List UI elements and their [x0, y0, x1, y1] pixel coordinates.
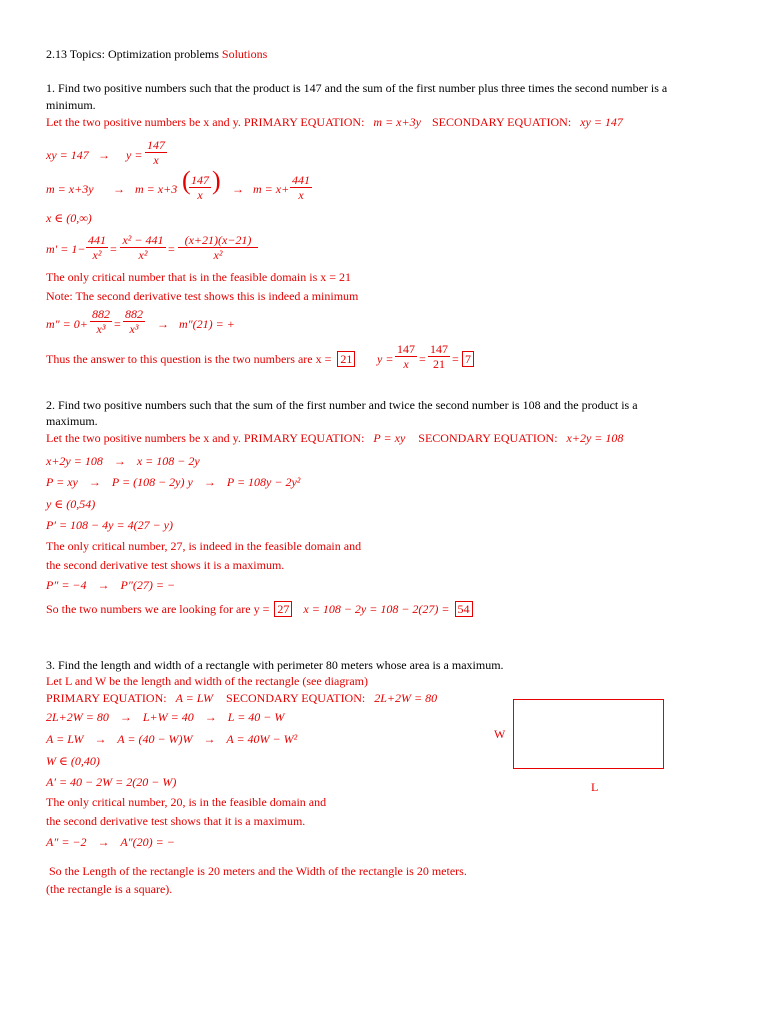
arrow-icon: →	[119, 710, 132, 724]
problem-3-equations: PRIMARY EQUATION: A = LW SECONDARY EQUATION: 2L+2W = 80	[46, 691, 438, 705]
arrow-icon: →	[97, 578, 110, 592]
topic-title: 2.13 Topics: Optimization problems	[46, 47, 219, 61]
arrow-icon: →	[98, 148, 110, 162]
equals-sign: =	[419, 352, 426, 366]
secondary-equation: x+2y = 108	[566, 431, 624, 445]
problem-1-question-line-1: 1. Find two positive numbers such that the product is 147 and the sum of the first number plus three times the second number is a	[46, 81, 668, 95]
p1-note: Note: The second derivative test shows this is indeed a minimum	[46, 289, 359, 303]
primary-equation: A = LW	[175, 691, 213, 705]
p2-step1: x+2y = 108 → x = 108 − 2y	[46, 454, 200, 468]
fraction-882-over-x3: 882 x³	[92, 307, 110, 336]
solutions-label: Solutions	[221, 47, 268, 61]
page-title	[46, 48, 267, 60]
problem-1-setup	[46, 116, 623, 128]
fraction-147-over-x-3: 147 x	[397, 342, 415, 371]
arrow-icon: →	[88, 475, 101, 489]
primary-equation: m = x+3y	[373, 115, 421, 129]
problem-1-question-line-2: minimum.	[46, 98, 96, 112]
p1-step1-eq: xy = 147	[46, 148, 89, 162]
arrow-icon: →	[97, 835, 110, 849]
p3-conclusion-line-2: (the rectangle is a square).	[46, 882, 173, 896]
width-label: W	[494, 727, 506, 741]
p2-critical-line-1: The only critical number, 27, is indeed in the feasible domain and	[46, 539, 362, 553]
rectangle-diagram	[513, 699, 664, 769]
p1-derivative-lead: m′ = 1−	[46, 242, 86, 256]
p3-conclusion-line-1: So the Length of the rectangle is 20 meters and the Width of the rectangle is 20 meters.	[49, 864, 467, 878]
fraction-factored: (x+21)(x−21) x²	[178, 234, 258, 261]
fraction-147-over-x-2: 147 x	[191, 173, 209, 202]
p3-derivative: A′ = 40 − 2W = 2(20 − W)	[46, 775, 177, 789]
equals-sign: =	[110, 242, 117, 256]
equals-sign: =	[168, 242, 175, 256]
answer-box-y: 7	[462, 353, 474, 365]
p3-domain: W ∈ (0,40)	[46, 754, 100, 768]
p2-derivative: P′ = 108 − 4y = 4(27 − y)	[46, 518, 173, 532]
problem-2-question-line-2: maximum.	[46, 414, 98, 428]
p2-domain: y ∈ (0,54)	[46, 497, 96, 511]
secondary-equation: xy = 147	[580, 115, 623, 129]
fraction-882-over-x3-b: 882 x³	[125, 307, 143, 336]
arrow-icon: →	[113, 454, 126, 468]
p1-second-derivative-at-21: m″(21) = +	[179, 317, 235, 331]
problem-2-setup: Let the two positive numbers be x and y. PRIMARY EQUATION: P = xy SECONDARY EQUATION: x+2y = 108	[46, 431, 624, 445]
p1-answer-text: Thus the answer to this question is the two numbers are x = 21	[46, 353, 355, 365]
secondary-label: SECONDARY EQUATION:	[418, 431, 558, 445]
fraction-147-over-x: 147 x	[147, 138, 165, 167]
arrow-icon: →	[157, 317, 169, 331]
arrow-icon: →	[203, 732, 216, 746]
fraction-441-over-x2: 441 x²	[88, 233, 106, 262]
p1-second-derivative: m″ = 0+	[46, 317, 88, 331]
p3-step2: A = LW → A = (40 − W)W → A = 40W − W²	[46, 732, 298, 746]
answer-box-x: 54	[455, 601, 473, 617]
p2-answer: So the two numbers we are looking for are y = 27 x = 108 − 2y = 108 − 2(27) = 54	[46, 603, 473, 615]
problem-2-question-line-1: 2. Find two positive numbers such that the sum of the first number and twice the second number is 108 and the product is a	[46, 398, 638, 412]
fraction-147-over-21: 147 21	[430, 342, 448, 371]
secondary-equation: 2L+2W = 80	[374, 691, 438, 705]
length-label: L	[591, 780, 599, 794]
p3-second-derivative: A″ = −2 → A″(20) = −	[46, 835, 175, 849]
setup-text: Let the two positive numbers be x and y. PRIMARY EQUATION:	[46, 115, 365, 129]
p3-critical-line-2: the second derivative test shows that it is a maximum.	[46, 814, 306, 828]
p1-step2-eq: m = x+3y	[46, 182, 94, 196]
p2-critical-line-2: the second derivative test shows it is a maximum.	[46, 558, 285, 572]
equals-sign: =	[452, 352, 459, 366]
problem-3-question: 3. Find the length and width of a rectangle with perimeter 80 meters whose area is a maximum.	[46, 658, 504, 672]
p2-step2: P = xy → P = (108 − 2y) y → P = 108y − 2y²	[46, 475, 301, 489]
arrow-icon: →	[204, 710, 217, 724]
p1-answer-y: y =	[377, 352, 394, 366]
primary-equation: P = xy	[373, 431, 406, 445]
p2-second-derivative: P″ = −4 → P″(27) = −	[46, 578, 176, 592]
left-paren-icon: (	[182, 166, 191, 195]
answer-box-x: 21	[337, 351, 355, 367]
p3-step1: 2L+2W = 80 → L+W = 40 → L = 40 − W	[46, 710, 285, 724]
right-paren-icon: )	[212, 166, 221, 195]
arrow-icon: →	[94, 732, 107, 746]
p1-step1-y: y =	[126, 148, 143, 162]
p1-step2-result: m = x+	[253, 182, 290, 196]
fraction-x2-minus-441: x² − 441 x²	[120, 234, 166, 261]
arrow-icon: →	[113, 182, 125, 196]
secondary-label: SECONDARY EQUATION:	[431, 115, 572, 129]
answer-box-y: 27	[274, 601, 292, 617]
equals-sign: =	[114, 317, 121, 331]
p1-step2-sub: m = x+3	[135, 182, 178, 196]
p3-critical-line-1: The only critical number, 20, is in the feasible domain and	[46, 795, 327, 809]
problem-3-setup: Let L and W be the length and width of the rectangle (see diagram)	[46, 674, 368, 688]
fraction-441-over-x: 441 x	[292, 173, 310, 202]
arrow-icon: →	[203, 475, 216, 489]
p1-domain: x ∈ (0,∞)	[46, 211, 92, 225]
arrow-icon: →	[232, 182, 244, 196]
secondary-label: SECONDARY EQUATION:	[226, 691, 366, 705]
p1-critical-number: The only critical number that is in the feasible domain is x = 21	[46, 270, 352, 284]
